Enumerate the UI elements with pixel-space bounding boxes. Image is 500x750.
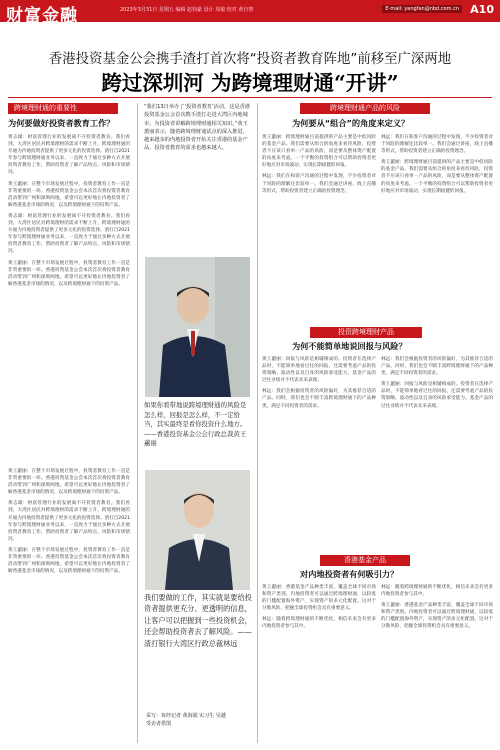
- intro-quote: “我们13日举办了‘投资者教育’活动，这是香港投资基金公会首次携手渣打走进大湾区内地城市，为投资者讲解跨境理财通相关知识。”黄王蕙丽表示，随着跨境理财通试点的深入推进，越来越多的内地投资者开始关注香港的基金产品，投资者教育的需求也越来越大。: [144, 104, 250, 152]
- main-headline: 跨过深圳河 为跨境理财通“开讲”: [101, 71, 399, 95]
- question-return-risk: 为何不能简单地说回报与风险？: [292, 341, 407, 351]
- masthead: [0, 0, 500, 26]
- portrait-figure-2: [145, 470, 250, 590]
- page-number: A10: [470, 3, 494, 16]
- paragraph: 黄志雄：财富管理行业的发展离不开投资者教育。我们看到，大湾区居民对跨境理财的需求不断上升，跨境理财通的开通为内地投资者提供了更多元化的投资选择。渣打自2021年参与跨境理财通业务以来，一直致力于通过多种方式开展投资者教育工作，帮助投资者了解产品特点、风险和市场情况。: [8, 135, 130, 176]
- column-divider: [257, 103, 258, 743]
- photo-quote-1: 如果你看带地说跨境理财通的风险是怎么样，回报是怎么样，不一定恰当，其实最终是看你投资什么地方。——香港投资基金公会行政总裁黄王蕙丽: [144, 401, 247, 448]
- article-body-left-lower: [8, 468, 130, 738]
- section-header-risk: 跨境理财通产品的风险: [300, 103, 430, 114]
- credit-line: 采写：每经记者 黄海娟 实习生 吴越 受访者供图: [146, 713, 226, 727]
- column-divider: [137, 103, 138, 743]
- paragraph: 林远：我们在和客户沟通的过程中发现，不少投资者对于风险的理解还比较单一。我们会通过讲座、线上直播等形式，帮助投资者建立正确的投资理念。: [262, 174, 376, 194]
- article-body-left: [8, 134, 130, 464]
- portrait-figure-1: [145, 257, 250, 397]
- paragraph: 黄王蕙丽：在整个市场发展过程中，投资者教育工作一直是非常重要的一环。香港投资基金公会本次首次将投资者教育活动带到广州和深圳两地，希望可以更好地让内地投资者了解香港基金市场的情况，以及跨境理财通下的投资产品。: [8, 181, 130, 208]
- issue-meta: 2023年3月31日 星期五 编辑 赵钧豪 设计 周俊 校对 黄自禁: [120, 7, 254, 13]
- article-body-right-1a: [262, 134, 376, 319]
- section-brand: 财富金融: [6, 6, 78, 26]
- portrait-photo-1: [145, 257, 250, 397]
- article-body-right-3b: [381, 584, 493, 744]
- paragraph: 林远：我们在和客户沟通的过程中发现，不少投资者对于风险的理解还比较单一。我们会通过讲座、线上直播等形式，帮助投资者建立正确的投资理念。: [381, 135, 493, 155]
- paragraph: 黄王蕙丽：香港基金产品种类丰富，覆盖全球不同市场和资产类别。内地投资者可以通过跨境理财通，以较低的门槛配置海外资产，实现资产的多元化配置。这对于分散风险、把握全球投资机会具有重要意义。: [381, 603, 493, 630]
- paragraph: 林远：随着跨境理财通的不断优化，相信未来会有更多内地投资者参与其中。: [381, 585, 493, 598]
- article-body-right-1b: [381, 134, 493, 319]
- paragraph: 黄王蕙丽：在整个市场发展过程中，投资者教育工作一直是非常重要的一环。香港投资基金公会本次首次将投资者教育活动带到广州和深圳两地，希望可以更好地让内地投资者了解香港基金市场的情况，以及跨境理财通下的投资产品。: [8, 260, 130, 287]
- kicker-headline: 香港投资基金公会携手渣打首次将“投资者教育阵地”前移至广深两地: [48, 52, 452, 67]
- paragraph: 黄王蕙丽：在整个市场发展过程中，投资者教育工作一直是非常重要的一环。香港投资基金公会本次首次将投资者教育活动带到广州和深圳两地，希望可以更好地让内地投资者了解香港基金市场的情况，以及跨境理财通下的投资产品。: [8, 469, 130, 496]
- paragraph: 黄王蕙丽：在整个市场发展过程中，投资者教育工作一直是非常重要的一环。香港投资基金公会本次首次将投资者教育活动带到广州和深圳两地，希望可以更好地让内地投资者了解香港基金市场的情况，以及跨境理财通下的投资产品。: [8, 547, 130, 575]
- editor-email: E-mail: yangfan@nbd.com.cn: [382, 5, 462, 13]
- headline-rule: [8, 97, 492, 98]
- paragraph: 黄王蕙丽：跨境理财通目前提供的产品主要是中低风险的基金产品。我们需要从组合的角度来看待风险，投资者不应该只看单一产品的风险，而是要从整体资产配置的角度来考虑。一个平衡的投资组合可以帮助投资者更好地应对市场波动，实现长期稳健的回报。: [262, 135, 376, 169]
- paragraph: 黄志雄：财富管理行业的发展离不开投资者教育。我们看到，大湾区居民对跨境理财的需求不断上升，跨境理财通的开通为内地投资者提供了更多元化的投资选择。渣打自2021年参与跨境理财通业务以来，一直致力于通过多种方式开展投资者教育工作，帮助投资者了解产品特点、风险和市场情况。: [8, 213, 130, 255]
- paragraph: 林远：我们会根据投资者的风险偏好，为其推荐合适的产品。同时，我们也会不断丰富跨境理财通下的产品种类，满足不同投资者的需求。: [381, 357, 493, 377]
- question-portfolio: 为何要从“组合”的角度来定义？: [292, 118, 410, 128]
- article-body-right-3a: [262, 584, 376, 744]
- section-header-hk-funds: 香港基金产品: [320, 555, 410, 566]
- photo-quote-2: 我们要做的工作，其实就是要给投资者提供更充分、更透明的信息，让客户可以把握到一些投资机会，还会帮助投资者去了解风险。——渣打银行大湾区行政总裁林远: [144, 593, 252, 648]
- paragraph: 黄王蕙丽：香港基金产品种类丰富，覆盖全球不同市场和资产类别。内地投资者可以通过跨境理财通，以较低的门槛配置海外资产，实现资产的多元化配置。这对于分散风险、把握全球投资机会具有重要意义。: [262, 585, 376, 612]
- paragraph: 黄志雄：财富管理行业的发展离不开投资者教育。我们看到，大湾区居民对跨境理财的需求不断上升，跨境理财通的开通为内地投资者提供了更多元化的投资选择。渣打自2021年参与跨境理财通业务以来，一直致力于通过多种方式开展投资者教育工作，帮助投资者了解产品特点、风险和市场情况。: [8, 501, 130, 542]
- article-body-right-2a: [262, 356, 376, 546]
- paragraph: 黄王蕙丽：回报与风险是相辅相成的。投资者在选择产品时，不能简单地看过往的回报，还需要考虑产品的投资策略、波动性以及自身的风险承受能力。基金产品的过往业绩并不代表未来表现。: [381, 382, 493, 409]
- article-body-right-2b: [381, 356, 493, 546]
- paragraph: 林远：随着跨境理财通的不断优化，相信未来会有更多内地投资者参与其中。: [262, 617, 376, 630]
- paragraph: 黄王蕙丽：跨境理财通目前提供的产品主要是中低风险的基金产品。我们需要从组合的角度来看待风险，投资者不应该只看单一产品的风险，而是要从整体资产配置的角度来考虑。一个平衡的投资组合可以帮助投资者更好地应对市场波动，实现长期稳健的回报。: [381, 160, 493, 194]
- section-header-products: 投资跨境理财产品: [310, 327, 422, 338]
- question-importance: 为何要做好投资者教育工作？: [8, 118, 115, 128]
- section-header-importance: 跨境理财通的重要性: [8, 103, 118, 114]
- question-attraction: 对内地投资者有何吸引力？: [300, 569, 399, 579]
- paragraph: 黄王蕙丽：回报与风险是相辅相成的。投资者在选择产品时，不能简单地看过往的回报，还需要考虑产品的投资策略、波动性以及自身的风险承受能力。基金产品的过往业绩并不代表未来表现。: [262, 357, 376, 384]
- paragraph: 林远：我们会根据投资者的风险偏好，为其推荐合适的产品。同时，我们也会不断丰富跨境理财通下的产品种类，满足不同投资者的需求。: [262, 389, 376, 409]
- portrait-photo-2: [145, 470, 250, 590]
